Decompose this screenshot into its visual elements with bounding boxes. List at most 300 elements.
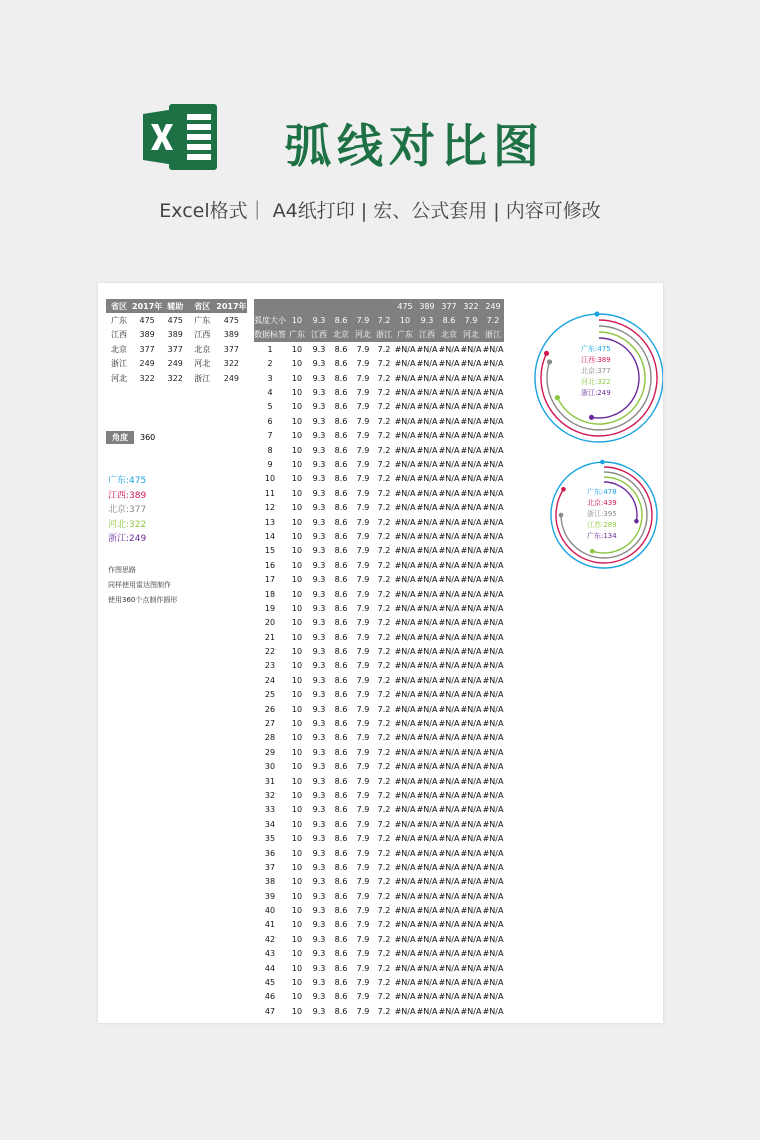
table-cell[interactable]: 8.6 xyxy=(334,589,348,599)
table-cell[interactable]: 9.3 xyxy=(312,431,326,441)
table-cell[interactable]: #N/A xyxy=(460,488,482,498)
table-cell[interactable]: #N/A xyxy=(482,733,504,743)
table-cell[interactable]: #N/A xyxy=(460,632,482,642)
table-cell[interactable]: 8.6 xyxy=(334,704,348,714)
table-cell[interactable]: #N/A xyxy=(416,531,438,541)
table-cell[interactable]: #N/A xyxy=(416,503,438,513)
table-cell[interactable]: #N/A xyxy=(394,877,416,887)
table-cell[interactable]: #N/A xyxy=(394,704,416,714)
table-cell[interactable]: #N/A xyxy=(438,992,460,1002)
table-cell[interactable]: #N/A xyxy=(460,431,482,441)
table-cell[interactable]: #N/A xyxy=(416,848,438,858)
table-cell[interactable]: 8.6 xyxy=(334,719,348,729)
table-cell[interactable]: #N/A xyxy=(460,503,482,513)
table-cell[interactable]: 9.3 xyxy=(312,488,326,498)
table-cell[interactable]: 7.9 xyxy=(356,517,370,527)
table-cell[interactable]: 9.3 xyxy=(312,963,326,973)
table-cell[interactable]: 广东 xyxy=(194,316,211,326)
table-cell[interactable]: 10 xyxy=(291,388,303,398)
table-cell[interactable]: 10 xyxy=(291,1006,303,1016)
table-cell[interactable]: #N/A xyxy=(416,819,438,829)
table-cell[interactable]: 322 xyxy=(167,373,183,383)
table-cell[interactable]: 9.3 xyxy=(312,388,326,398)
table-cell[interactable]: #N/A xyxy=(460,819,482,829)
table-cell[interactable]: #N/A xyxy=(416,963,438,973)
table-cell[interactable]: 10 xyxy=(291,546,303,556)
table-cell[interactable]: #N/A xyxy=(438,834,460,844)
table-cell[interactable]: #N/A xyxy=(416,992,438,1002)
table-cell[interactable]: 10 xyxy=(291,632,303,642)
table-cell[interactable]: #N/A xyxy=(416,632,438,642)
table-cell[interactable]: 7.9 xyxy=(356,877,370,887)
table-cell[interactable]: #N/A xyxy=(460,891,482,901)
table-cell[interactable]: #N/A xyxy=(482,747,504,757)
table-cell[interactable]: 8.6 xyxy=(334,978,348,988)
table-cell[interactable]: #N/A xyxy=(438,560,460,570)
table-cell[interactable]: 7.9 xyxy=(356,575,370,585)
table-cell[interactable]: #N/A xyxy=(482,690,504,700)
table-cell[interactable]: 322 xyxy=(139,373,155,383)
table-cell[interactable]: 9.3 xyxy=(312,531,326,541)
table-cell[interactable]: #N/A xyxy=(438,661,460,671)
table-cell[interactable]: #N/A xyxy=(460,747,482,757)
table-cell[interactable]: #N/A xyxy=(394,891,416,901)
table-cell[interactable]: #N/A xyxy=(438,589,460,599)
table-cell[interactable]: #N/A xyxy=(460,575,482,585)
table-cell[interactable]: 9.3 xyxy=(312,474,326,484)
table-cell[interactable]: #N/A xyxy=(438,459,460,469)
table-cell[interactable]: #N/A xyxy=(438,790,460,800)
table-cell[interactable]: #N/A xyxy=(394,560,416,570)
table-cell[interactable]: 8.6 xyxy=(334,459,348,469)
table-cell[interactable]: 10 xyxy=(291,344,303,354)
table-cell[interactable]: 8.6 xyxy=(334,747,348,757)
table-cell[interactable]: 7.9 xyxy=(356,992,370,1002)
table-cell[interactable]: 8.6 xyxy=(334,848,348,858)
table-cell[interactable]: #N/A xyxy=(394,805,416,815)
table-cell[interactable]: 8.6 xyxy=(334,474,348,484)
table-cell[interactable]: #N/A xyxy=(460,790,482,800)
table-cell[interactable]: 7.2 xyxy=(377,848,391,858)
table-cell[interactable]: #N/A xyxy=(416,546,438,556)
table-cell[interactable]: 475 xyxy=(139,316,155,326)
table-cell[interactable]: #N/A xyxy=(438,416,460,426)
table-cell[interactable]: 7.2 xyxy=(377,344,391,354)
table-cell[interactable]: #N/A xyxy=(460,647,482,657)
table-cell[interactable]: 9.3 xyxy=(312,603,326,613)
table-cell[interactable]: #N/A xyxy=(438,704,460,714)
table-cell[interactable]: 7.2 xyxy=(377,675,391,685)
table-cell[interactable]: #N/A xyxy=(438,359,460,369)
table-cell[interactable]: #N/A xyxy=(438,445,460,455)
table-cell[interactable]: #N/A xyxy=(482,618,504,628)
table-cell[interactable]: #N/A xyxy=(460,416,482,426)
table-cell[interactable]: 10 xyxy=(291,589,303,599)
table-cell[interactable]: #N/A xyxy=(460,589,482,599)
table-cell[interactable]: #N/A xyxy=(394,834,416,844)
table-cell[interactable]: 9.3 xyxy=(312,747,326,757)
table-cell[interactable]: 9.3 xyxy=(312,719,326,729)
table-cell[interactable]: #N/A xyxy=(482,906,504,916)
table-cell[interactable]: 8.6 xyxy=(334,963,348,973)
table-cell[interactable]: 8.6 xyxy=(334,992,348,1002)
table-cell[interactable]: #N/A xyxy=(416,733,438,743)
table-cell[interactable]: 7.9 xyxy=(356,978,370,988)
table-cell[interactable]: 7.2 xyxy=(377,647,391,657)
table-cell[interactable]: #N/A xyxy=(416,388,438,398)
table-cell[interactable]: #N/A xyxy=(394,733,416,743)
table-cell[interactable]: 7.2 xyxy=(377,805,391,815)
table-cell[interactable]: 7.9 xyxy=(356,603,370,613)
table-cell[interactable]: 7.2 xyxy=(377,963,391,973)
table-cell[interactable]: #N/A xyxy=(438,690,460,700)
table-cell[interactable]: #N/A xyxy=(416,431,438,441)
table-cell[interactable]: 8.6 xyxy=(334,661,348,671)
table-cell[interactable]: 10 xyxy=(291,531,303,541)
table-cell[interactable]: #N/A xyxy=(482,560,504,570)
table-cell[interactable]: 10 xyxy=(291,891,303,901)
table-cell[interactable]: #N/A xyxy=(460,992,482,1002)
table-cell[interactable]: 9.3 xyxy=(312,517,326,527)
table-cell[interactable]: #N/A xyxy=(416,675,438,685)
table-cell[interactable]: #N/A xyxy=(482,934,504,944)
table-cell[interactable]: #N/A xyxy=(416,661,438,671)
table-cell[interactable]: #N/A xyxy=(438,603,460,613)
table-cell[interactable]: 8.6 xyxy=(334,647,348,657)
table-cell[interactable]: 10 xyxy=(291,359,303,369)
table-cell[interactable]: #N/A xyxy=(394,474,416,484)
table-cell[interactable]: #N/A xyxy=(438,503,460,513)
table-cell[interactable]: #N/A xyxy=(460,776,482,786)
table-cell[interactable]: 7.2 xyxy=(377,416,391,426)
table-cell[interactable]: 10 xyxy=(291,877,303,887)
table-cell[interactable]: 10 xyxy=(291,690,303,700)
table-cell[interactable]: 9.3 xyxy=(312,978,326,988)
table-cell[interactable]: #N/A xyxy=(394,762,416,772)
table-cell[interactable]: 浙江 xyxy=(111,359,127,369)
table-cell[interactable]: #N/A xyxy=(482,445,504,455)
table-cell[interactable]: #N/A xyxy=(394,661,416,671)
table-cell[interactable]: #N/A xyxy=(438,733,460,743)
table-cell[interactable]: 9.3 xyxy=(312,934,326,944)
table-cell[interactable]: #N/A xyxy=(394,819,416,829)
table-cell[interactable]: 322 xyxy=(223,359,240,369)
table-cell[interactable]: #N/A xyxy=(416,373,438,383)
table-cell[interactable]: #N/A xyxy=(460,402,482,412)
table-cell[interactable]: #N/A xyxy=(394,632,416,642)
table-cell[interactable]: #N/A xyxy=(416,978,438,988)
table-cell[interactable]: 10 xyxy=(291,733,303,743)
table-cell[interactable]: #N/A xyxy=(438,762,460,772)
table-cell[interactable]: #N/A xyxy=(482,1006,504,1016)
table-cell[interactable]: #N/A xyxy=(394,603,416,613)
table-cell[interactable]: #N/A xyxy=(394,690,416,700)
table-cell[interactable]: 7.9 xyxy=(356,690,370,700)
table-cell[interactable]: 7.2 xyxy=(377,589,391,599)
table-cell[interactable]: 7.2 xyxy=(377,373,391,383)
table-cell[interactable]: 389 xyxy=(139,330,155,340)
table-cell[interactable]: 7.9 xyxy=(356,632,370,642)
table-cell[interactable]: #N/A xyxy=(394,517,416,527)
table-cell[interactable]: #N/A xyxy=(394,459,416,469)
table-cell[interactable]: #N/A xyxy=(394,776,416,786)
table-cell[interactable]: 7.9 xyxy=(356,344,370,354)
table-cell[interactable]: #N/A xyxy=(416,776,438,786)
table-cell[interactable]: #N/A xyxy=(482,344,504,354)
table-cell[interactable]: 7.9 xyxy=(356,733,370,743)
table-cell[interactable]: 7.9 xyxy=(356,790,370,800)
table-cell[interactable]: 7.2 xyxy=(377,488,391,498)
table-cell[interactable]: #N/A xyxy=(482,531,504,541)
table-cell[interactable]: 8.6 xyxy=(334,834,348,844)
table-cell[interactable]: 8.6 xyxy=(334,488,348,498)
table-cell[interactable]: #N/A xyxy=(394,575,416,585)
table-cell[interactable]: #N/A xyxy=(394,388,416,398)
table-cell[interactable]: 10 xyxy=(291,373,303,383)
table-cell[interactable]: #N/A xyxy=(438,488,460,498)
table-cell[interactable]: 9.3 xyxy=(312,776,326,786)
table-cell[interactable]: 7.2 xyxy=(377,704,391,714)
table-cell[interactable]: 10 xyxy=(291,459,303,469)
table-cell[interactable]: #N/A xyxy=(438,388,460,398)
table-cell[interactable]: #N/A xyxy=(438,373,460,383)
table-cell[interactable]: 7.9 xyxy=(356,949,370,959)
table-cell[interactable]: 8.6 xyxy=(334,949,348,959)
table-cell[interactable]: #N/A xyxy=(416,1006,438,1016)
table-cell[interactable]: #N/A xyxy=(394,546,416,556)
table-cell[interactable]: #N/A xyxy=(460,848,482,858)
table-cell[interactable]: #N/A xyxy=(416,647,438,657)
table-cell[interactable]: 9.3 xyxy=(312,906,326,916)
table-cell[interactable]: 10 xyxy=(291,661,303,671)
table-cell[interactable]: 10 xyxy=(291,719,303,729)
table-cell[interactable]: 9.3 xyxy=(312,992,326,1002)
table-cell[interactable]: 9.3 xyxy=(312,661,326,671)
table-cell[interactable]: 10 xyxy=(291,747,303,757)
table-cell[interactable]: 8.6 xyxy=(334,402,348,412)
table-cell[interactable]: #N/A xyxy=(394,963,416,973)
table-cell[interactable]: #N/A xyxy=(460,474,482,484)
table-cell[interactable]: 377 xyxy=(167,344,183,354)
table-cell[interactable]: #N/A xyxy=(482,891,504,901)
table-cell[interactable]: #N/A xyxy=(460,834,482,844)
table-cell[interactable]: #N/A xyxy=(482,517,504,527)
table-cell[interactable]: #N/A xyxy=(482,762,504,772)
table-cell[interactable]: #N/A xyxy=(438,877,460,887)
table-cell[interactable]: 8.6 xyxy=(334,618,348,628)
table-cell[interactable]: 7.9 xyxy=(356,373,370,383)
table-cell[interactable]: #N/A xyxy=(416,402,438,412)
table-cell[interactable]: 10 xyxy=(291,805,303,815)
table-cell[interactable]: #N/A xyxy=(394,344,416,354)
table-cell[interactable]: #N/A xyxy=(438,920,460,930)
table-cell[interactable]: 475 xyxy=(223,316,240,326)
table-cell[interactable]: #N/A xyxy=(482,488,504,498)
table-cell[interactable]: 9.3 xyxy=(312,647,326,657)
table-cell[interactable]: 9.3 xyxy=(312,834,326,844)
table-cell[interactable]: 7.9 xyxy=(356,934,370,944)
table-cell[interactable]: 377 xyxy=(139,344,155,354)
table-cell[interactable]: 7.2 xyxy=(377,632,391,642)
table-cell[interactable]: #N/A xyxy=(482,546,504,556)
table-cell[interactable]: #N/A xyxy=(438,344,460,354)
table-cell[interactable]: #N/A xyxy=(394,992,416,1002)
table-cell[interactable]: 10 xyxy=(291,603,303,613)
table-cell[interactable]: 8.6 xyxy=(334,776,348,786)
table-cell[interactable]: 9.3 xyxy=(312,1006,326,1016)
table-cell[interactable]: 9.3 xyxy=(312,733,326,743)
table-cell[interactable]: 10 xyxy=(291,848,303,858)
table-cell[interactable]: 7.2 xyxy=(377,719,391,729)
table-cell[interactable]: #N/A xyxy=(416,934,438,944)
table-cell[interactable]: 7.2 xyxy=(377,819,391,829)
table-cell[interactable]: 7.2 xyxy=(377,747,391,757)
table-cell[interactable]: #N/A xyxy=(438,719,460,729)
table-cell[interactable]: #N/A xyxy=(438,934,460,944)
table-cell[interactable]: #N/A xyxy=(460,531,482,541)
table-cell[interactable]: #N/A xyxy=(416,719,438,729)
table-cell[interactable]: #N/A xyxy=(460,618,482,628)
table-cell[interactable]: #N/A xyxy=(482,719,504,729)
table-cell[interactable]: #N/A xyxy=(394,503,416,513)
table-cell[interactable]: 10 xyxy=(291,949,303,959)
table-cell[interactable]: 9.3 xyxy=(312,877,326,887)
table-cell[interactable]: #N/A xyxy=(482,862,504,872)
table-cell[interactable]: 10 xyxy=(291,402,303,412)
table-cell[interactable]: 8.6 xyxy=(334,934,348,944)
table-cell[interactable]: #N/A xyxy=(438,805,460,815)
table-cell[interactable]: 10 xyxy=(291,776,303,786)
table-cell[interactable]: 8.6 xyxy=(334,762,348,772)
table-cell[interactable]: 7.9 xyxy=(356,704,370,714)
table-cell[interactable]: #N/A xyxy=(416,459,438,469)
table-cell[interactable]: 8.6 xyxy=(334,531,348,541)
table-cell[interactable]: #N/A xyxy=(416,790,438,800)
table-cell[interactable]: #N/A xyxy=(460,934,482,944)
table-cell[interactable]: 8.6 xyxy=(334,517,348,527)
table-cell[interactable]: #N/A xyxy=(460,661,482,671)
table-cell[interactable]: 10 xyxy=(291,474,303,484)
table-cell[interactable]: 7.2 xyxy=(377,877,391,887)
table-cell[interactable]: #N/A xyxy=(416,359,438,369)
table-cell[interactable]: #N/A xyxy=(416,575,438,585)
table-cell[interactable]: #N/A xyxy=(438,862,460,872)
table-cell[interactable]: 7.2 xyxy=(377,891,391,901)
table-cell[interactable]: 7.9 xyxy=(356,618,370,628)
table-cell[interactable]: 9.3 xyxy=(312,891,326,901)
table-cell[interactable]: #N/A xyxy=(394,719,416,729)
table-cell[interactable]: 9.3 xyxy=(312,416,326,426)
table-cell[interactable]: #N/A xyxy=(482,431,504,441)
table-cell[interactable]: #N/A xyxy=(438,647,460,657)
table-cell[interactable]: 9.3 xyxy=(312,560,326,570)
table-cell[interactable]: #N/A xyxy=(460,963,482,973)
table-cell[interactable]: #N/A xyxy=(394,790,416,800)
table-cell[interactable]: #N/A xyxy=(460,388,482,398)
table-cell[interactable]: 10 xyxy=(291,575,303,585)
table-cell[interactable]: 7.9 xyxy=(356,848,370,858)
table-cell[interactable]: 7.9 xyxy=(356,647,370,657)
table-cell[interactable]: 8.6 xyxy=(334,920,348,930)
angle-value[interactable]: 360 xyxy=(140,433,156,442)
table-cell[interactable]: 7.9 xyxy=(356,920,370,930)
table-cell[interactable]: 7.2 xyxy=(377,603,391,613)
table-cell[interactable]: #N/A xyxy=(416,920,438,930)
table-cell[interactable]: 9.3 xyxy=(312,459,326,469)
table-cell[interactable]: #N/A xyxy=(416,618,438,628)
table-cell[interactable]: 7.2 xyxy=(377,1006,391,1016)
table-cell[interactable]: #N/A xyxy=(460,546,482,556)
table-cell[interactable]: #N/A xyxy=(482,675,504,685)
table-cell[interactable]: 8.6 xyxy=(334,603,348,613)
table-cell[interactable]: #N/A xyxy=(482,704,504,714)
table-cell[interactable]: 7.9 xyxy=(356,445,370,455)
table-cell[interactable]: #N/A xyxy=(394,531,416,541)
table-cell[interactable]: 9.3 xyxy=(312,503,326,513)
table-cell[interactable]: 9.3 xyxy=(312,402,326,412)
table-cell[interactable]: #N/A xyxy=(482,474,504,484)
table-cell[interactable]: #N/A xyxy=(460,877,482,887)
table-cell[interactable]: 9.3 xyxy=(312,862,326,872)
table-cell[interactable]: #N/A xyxy=(438,402,460,412)
table-cell[interactable]: #N/A xyxy=(438,517,460,527)
table-cell[interactable]: 8.6 xyxy=(334,733,348,743)
table-cell[interactable]: #N/A xyxy=(438,575,460,585)
table-cell[interactable]: #N/A xyxy=(394,1006,416,1016)
table-cell[interactable]: #N/A xyxy=(482,834,504,844)
table-cell[interactable]: #N/A xyxy=(438,949,460,959)
table-cell[interactable]: 7.9 xyxy=(356,388,370,398)
table-cell[interactable]: 10 xyxy=(291,560,303,570)
table-cell[interactable]: #N/A xyxy=(482,978,504,988)
table-cell[interactable]: 7.2 xyxy=(377,575,391,585)
table-cell[interactable]: 7.2 xyxy=(377,834,391,844)
table-cell[interactable]: #N/A xyxy=(394,978,416,988)
table-cell[interactable]: #N/A xyxy=(394,934,416,944)
table-cell[interactable]: #N/A xyxy=(460,920,482,930)
table-cell[interactable]: #N/A xyxy=(416,517,438,527)
table-cell[interactable]: #N/A xyxy=(394,949,416,959)
table-cell[interactable]: #N/A xyxy=(482,603,504,613)
table-cell[interactable]: #N/A xyxy=(438,431,460,441)
table-cell[interactable]: #N/A xyxy=(482,877,504,887)
table-cell[interactable]: 249 xyxy=(223,373,240,383)
table-cell[interactable]: 7.9 xyxy=(356,776,370,786)
table-cell[interactable]: 9.3 xyxy=(312,790,326,800)
table-cell[interactable]: 9.3 xyxy=(312,704,326,714)
table-cell[interactable]: 10 xyxy=(291,618,303,628)
table-cell[interactable]: 7.2 xyxy=(377,531,391,541)
table-cell[interactable]: #N/A xyxy=(394,359,416,369)
table-cell[interactable]: 10 xyxy=(291,704,303,714)
table-cell[interactable]: 7.2 xyxy=(377,503,391,513)
table-cell[interactable]: 7.2 xyxy=(377,459,391,469)
table-cell[interactable]: 8.6 xyxy=(334,373,348,383)
table-cell[interactable]: 9.3 xyxy=(312,373,326,383)
table-cell[interactable]: 8.6 xyxy=(334,891,348,901)
table-cell[interactable]: 7.9 xyxy=(356,675,370,685)
table-cell[interactable]: 广东 xyxy=(111,316,127,326)
table-cell[interactable]: #N/A xyxy=(460,862,482,872)
table-cell[interactable]: #N/A xyxy=(438,531,460,541)
table-cell[interactable]: 10 xyxy=(291,862,303,872)
table-cell[interactable]: #N/A xyxy=(394,747,416,757)
table-cell[interactable]: #N/A xyxy=(416,445,438,455)
table-cell[interactable]: 9.3 xyxy=(312,344,326,354)
table-cell[interactable]: 10 xyxy=(291,934,303,944)
table-cell[interactable]: 7.2 xyxy=(377,546,391,556)
table-cell[interactable]: #N/A xyxy=(438,819,460,829)
